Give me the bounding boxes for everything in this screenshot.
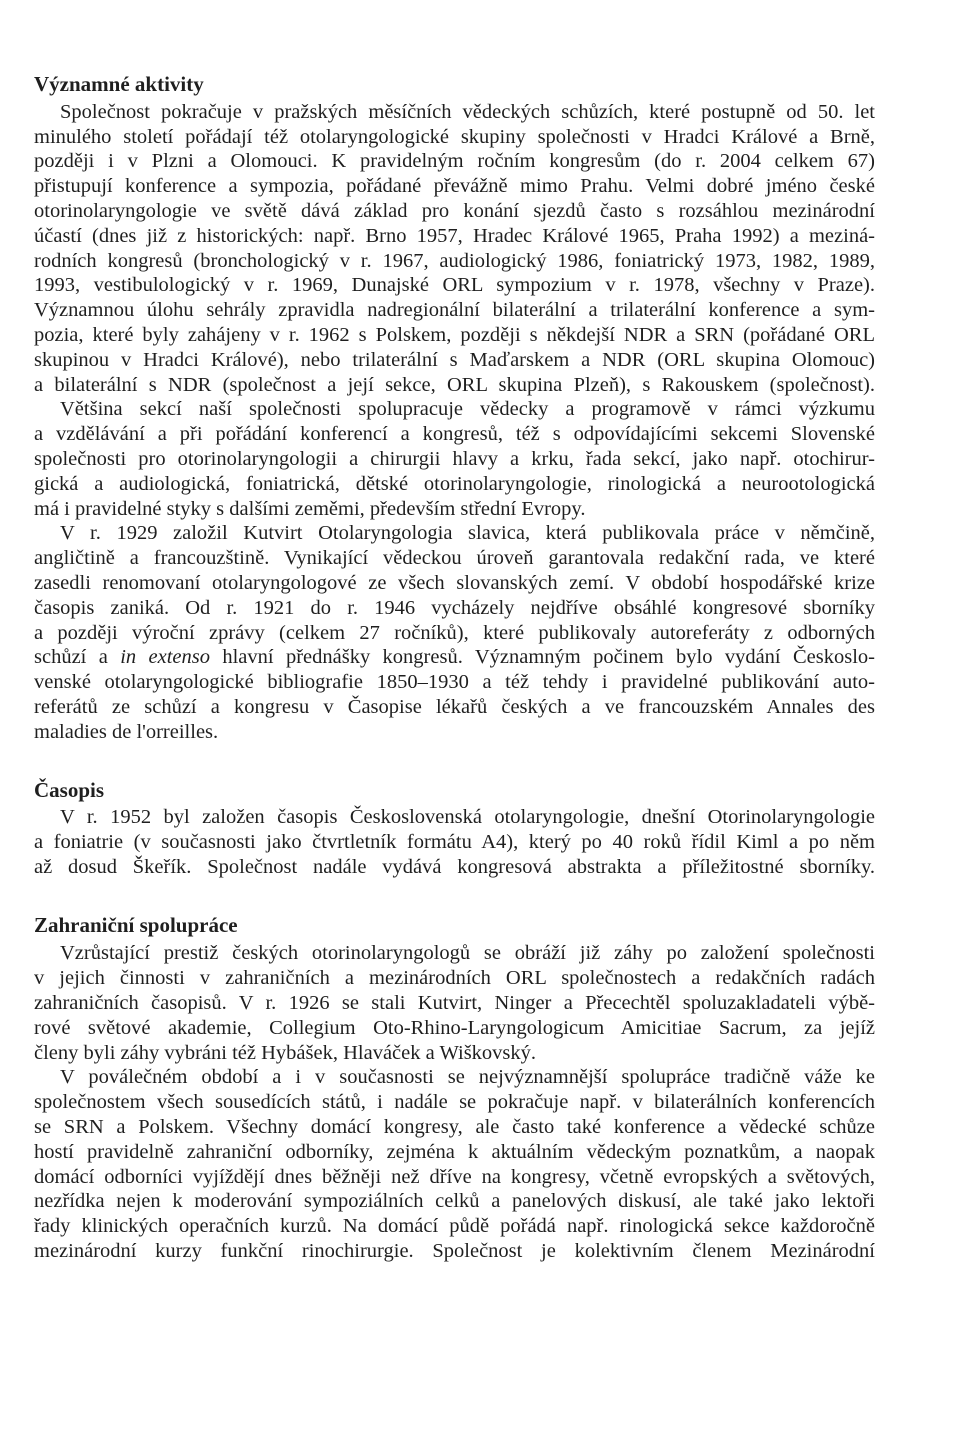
text-line: a vzdělávání a při pořádání konferencí a kongresů, též s odpovídajícími sekcemi Slovenské (34, 423, 875, 445)
text-line: členy byli záhy vybráni též Hybášek, Hlaváček a Wiškovský. (34, 1042, 537, 1064)
text-line: schůzí a in extenso hlavní přednášky kongresů. Významným počinem bylo vydání Českoslo- (34, 646, 875, 668)
text-line: nezřídka nejen k moderování sympoziálních celků a panelových diskusí, ale také jako lektoři (34, 1190, 875, 1212)
section-heading-foreign-cooperation: Zahraniční spolupráce (34, 913, 238, 937)
text-line: hostí pravidelně zahraniční odborníky, zejména k aktuálním vědeckým poznatkům, a naopak (34, 1141, 875, 1163)
text-line: gická a audiologická, foniatrická, dětské otorinolaryngologie, rinologická a neurootologická (34, 473, 875, 495)
section-heading-journal: Časopis (34, 778, 105, 802)
text-line: mezinárodní kurzy funkční rinochirurgie. Společnost je kolektivním členem Mezinárodní (34, 1240, 875, 1262)
text-line: venské otolaryngologické bibliografie 1850–1930 a též tehdy i pravidelné publikování auto- (34, 671, 875, 693)
text-line: pozia, které byly zahájeny v r. 1962 s Polskem, později s někdejší NDR a SRN (pořádané ORL (34, 324, 875, 346)
text-line: a bilaterální s NDR (společnost a její sekce, ORL skupina Plzeň), s Rakouskem (společnost). (34, 374, 875, 396)
text-line: zahraničních časopisů. V r. 1926 se stali Kutvirt, Ninger a Přecechtěl spoluzakladateli výbě- (34, 992, 875, 1014)
text-line: rové světové akademie, Collegium Oto-Rhino-Laryngologicum Amicitiae Sacrum, za jejíž (34, 1017, 875, 1039)
text-line: otorinolaryngologie ve světě dává základ pro konání sjezdů často s rozsáhlou mezinárodní (34, 200, 875, 222)
text-line: skupinou v Hradci Králové), nebo trilaterální s Maďarskem a NDR (ORL skupina Olomouc) (34, 349, 875, 371)
text-line: V poválečném období a i v současnosti se nejvýznamnější spolupráce tradičně váže ke (60, 1066, 875, 1088)
text-line: a později výroční zprávy (celkem 27 ročníků), které publikovaly autoreferáty z odborných (34, 622, 875, 644)
text-line: v jejich činnosti v zahraničních a mezinárodních ORL společnostech a redakčních radách (34, 967, 875, 989)
text-line: referátů ze schůzí a kongresu v Časopise lékařů českých a ve francouzském Annales des (34, 696, 875, 718)
text-line: minulého století pořádají též otolaryngologické skupiny společnosti v Hradci Králové a Brně, (34, 126, 875, 148)
text-line: a foniatrie (v současnosti jako čtvrtletník formátu A4), který po 40 roků řídil Kiml a po něm (34, 831, 875, 853)
text-line: V r. 1952 byl založen časopis Československá otolaryngologie, dnešní Otorinolaryngologie (60, 806, 875, 828)
section-heading-activities: Významné aktivity (34, 72, 204, 96)
text-line: společnostem všech sousedících států, i nadále se pokračuje např. v bilaterálních konferencích (34, 1091, 875, 1113)
text-line: se SRN a Polskem. Všechny domácí kongresy, ale často také konference a vědecké schůze (34, 1116, 875, 1138)
text-line: Významnou úlohu sehrály zpravidla nadregionální bilaterální a trilaterální konference a sym- (34, 299, 875, 321)
italic-phrase: in extenso (120, 646, 210, 668)
text-line: V r. 1929 založil Kutvirt Otolaryngologia slavica, která publikovala práce v němčině, (60, 522, 875, 544)
text-line: Většina sekcí naší společnosti spolupracuje vědecky a programově v rámci výzkumu (60, 398, 875, 420)
text-line: 1993, vestibulologický v r. 1969, Dunajské ORL sympozium v r. 1978, všechny v Praze). (34, 274, 875, 296)
text-line: Společnost pokračuje v pražských měsíčních vědeckých schůzích, které postupně od 50. let (60, 101, 875, 123)
text-line: přistupují konference a sympozia, pořádané převážně mimo Prahu. Velmi dobré jméno české (34, 175, 875, 197)
text-line: angličtině a francouzštině. Vynikající vědeckou úroveň garantovala redakční rada, ve které (34, 547, 875, 569)
text-line: má i pravidelné styky s dalšími zeměmi, především střední Evropy. (34, 498, 586, 520)
text-line: zasedli renomovaní otolaryngologové ze všech slovanských zemí. V období hospodářské krize (34, 572, 875, 594)
text-line: časopis zaniká. Od r. 1921 do r. 1946 vycházely nejdříve obsáhlé kongresové sborníky (34, 597, 875, 619)
text-line: později i v Plzni a Olomouci. K pravidelným ročním kongresům (do r. 2004 celkem 67) (34, 150, 875, 172)
text-line: až dosud Škeřík. Společnost nadále vydává kongresová abstrakta a příležitostné sborníky. (34, 856, 875, 878)
text-line: společnosti pro otorinolaryngologii a chirurgii hlavy a krku, řada sekcí, jako např. otochirur- (34, 448, 875, 470)
text-line: maladies de l'orreilles. (34, 721, 219, 743)
text-line: domácí odborníci vyjíždějí dnes běžněji než dříve na kongresy, včetně evropských a světových, (34, 1166, 875, 1188)
text-line: rodních kongresů (bronchologický v r. 1967, audiologický 1986, foniatrický 1973, 1982, 1989, (34, 250, 875, 272)
text-line: Vzrůstající prestiž českých otorinolaryngologů se obráží již záhy po založení společnosti (60, 942, 875, 964)
text-line: účastí (dnes již z historických: např. Brno 1957, Hradec Králové 1965, Praha 1992) a meziná- (34, 225, 875, 247)
text-line: řady klinických operačních kurzů. Na domácí půdě pořádá např. rinologická sekce každoročně (34, 1215, 875, 1237)
